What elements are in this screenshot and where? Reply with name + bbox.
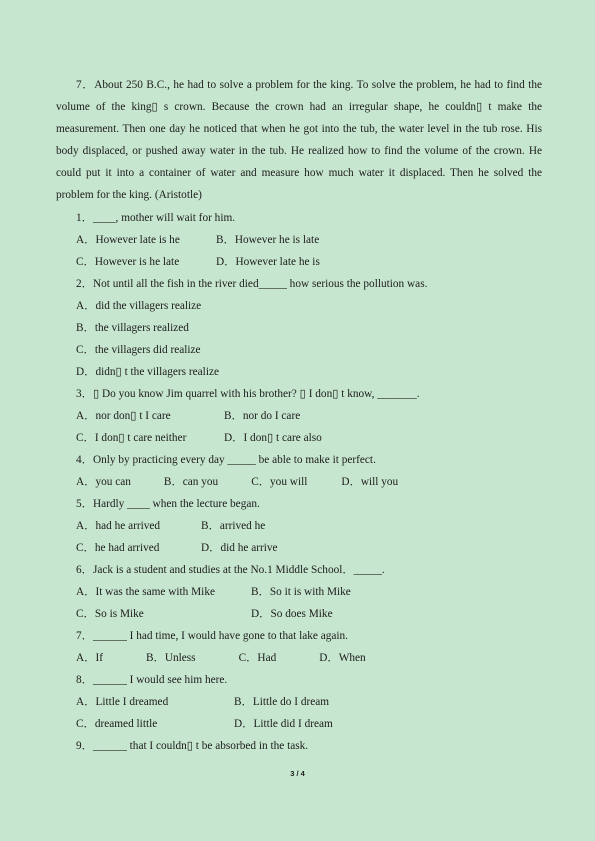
question-stem: 3．▯ Do you know Jim quarrel with his brother? ▯ I don▯ t know, _______. — [76, 387, 420, 400]
answer-option: D．So does Mike — [251, 607, 333, 620]
question-stem: 2．Not until all the fish in the river died_____ how serious the pollution was. — [76, 277, 428, 290]
option-row — [56, 515, 542, 537]
option-row — [56, 229, 542, 251]
answer-option: C．However is he late — [76, 255, 180, 268]
question-stem: 1．____, mother will wait for him. — [76, 211, 236, 224]
option-row — [56, 713, 542, 735]
document-page — [56, 74, 542, 757]
reading-passage: 7．About 250 B.C., he had to solve a problem for the king. To solve the problem, he had to find the volume of the king▯ s crown. Because the crown had an irregular shape, he couldn▯ t make the measurement. Then one day he noticed that when he got into the tub, the water level in the tub rose. His body displaced, or pushed away water in the tub. He realized how to find the volume of the crown. He could put it into a container of water and measure how much water it displaced. Then he solved the problem for the king. (Aristotle) — [56, 79, 542, 202]
question-stem: 9．______ that I couldn▯ t be absorbed in the task. — [76, 739, 309, 752]
answer-option: A．If — [76, 651, 103, 664]
question-stem: 6．Jack is a student and studies at the No.1 Middle School．_____. — [76, 563, 385, 576]
option-row — [56, 251, 542, 273]
option-row — [56, 339, 542, 361]
answer-option: B．So it is with Mike — [251, 585, 351, 598]
answer-option: D．However late he is — [216, 255, 320, 268]
option-row — [56, 581, 542, 603]
answer-option: B．Little do I dream — [234, 695, 330, 708]
answer-option: D．Little did I dream — [234, 717, 333, 730]
answer-option: B．However he is late — [216, 233, 320, 246]
answer-option: A．did the villagers realize — [76, 299, 202, 312]
answer-option: C．dreamed little — [76, 717, 158, 730]
answer-option: A．Little I dreamed — [76, 695, 169, 708]
option-row — [56, 317, 542, 339]
answer-option: C．you will — [251, 475, 308, 488]
option-row — [56, 691, 542, 713]
answer-option: A．However late is he — [76, 233, 180, 246]
answer-option: B．nor do I care — [224, 409, 301, 422]
question-stem: 8．______ I would see him here. — [76, 673, 228, 686]
answer-option: D．didn▯ t the villagers realize — [76, 365, 219, 378]
answer-option: D．I don▯ t care also — [224, 431, 322, 444]
option-row — [56, 471, 542, 493]
answer-option: D．will you — [341, 475, 399, 488]
question-list — [56, 207, 542, 757]
option-row — [56, 537, 542, 559]
question-stem: 7．______ I had time, I would have gone to that lake again. — [76, 629, 348, 642]
answer-option: B．Unless — [145, 651, 196, 664]
answer-option: C．So is Mike — [76, 607, 144, 620]
question-stem: 4．Only by practicing every day _____ be able to make it perfect. — [76, 453, 376, 466]
option-row — [56, 361, 542, 383]
option-row — [56, 427, 542, 449]
answer-option: B．arrived he — [201, 519, 266, 532]
option-row — [56, 405, 542, 427]
answer-option: A．you can — [76, 475, 131, 488]
answer-option: D．did he arrive — [201, 541, 278, 554]
answer-option: C．I don▯ t care neither — [76, 431, 187, 444]
page-number: 3 / 4 — [290, 769, 305, 778]
answer-option: C．Had — [238, 651, 277, 664]
answer-option: A．It was the same with Mike — [76, 585, 215, 598]
answer-option: C．he had arrived — [76, 541, 160, 554]
answer-option: A．had he arrived — [76, 519, 161, 532]
answer-option: D．When — [319, 651, 366, 664]
answer-option: A．nor don▯ t I care — [76, 409, 171, 422]
option-row — [56, 603, 542, 625]
answer-option: C．the villagers did realize — [76, 343, 201, 356]
option-row — [56, 295, 542, 317]
question-stem: 5．Hardly ____ when the lecture began. — [76, 497, 260, 510]
option-row — [56, 647, 542, 669]
answer-option: B．can you — [163, 475, 219, 488]
answer-option: B．the villagers realized — [76, 321, 189, 334]
